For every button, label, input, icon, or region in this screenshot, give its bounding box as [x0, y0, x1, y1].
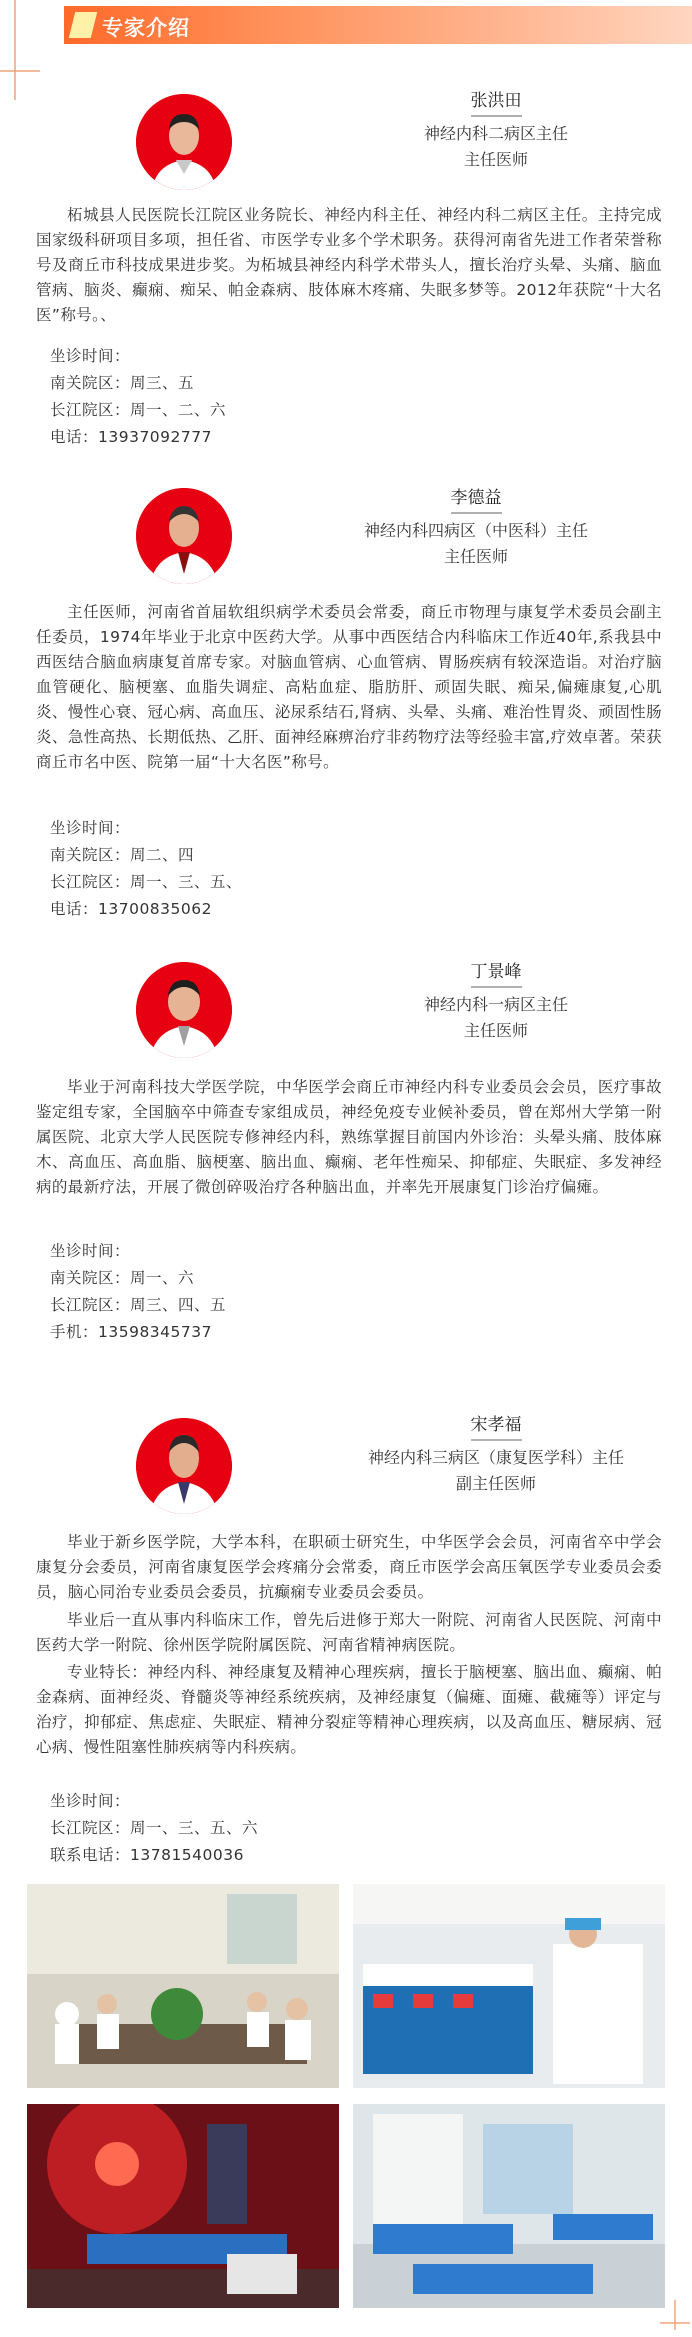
phone-line[interactable]: 手机：13598345737: [50, 1323, 212, 1341]
phone-line[interactable]: 电话：13700835062: [50, 900, 212, 918]
expert-bio: 柘城县人民医院长江院区业务院长、神经内科主任、神经内科二病区主任。主持完成国家级科研项目多项，担任省、市医学专业多个学术职务。获得河南省先进工作者荣誉称号及商丘市科技成果进步奖。为柘城县神经内科学术带头人，擅长治疗头晕、头痛、脑血管病、脑炎、癫痫、痴呆、帕金森病、肢体麻木疼痛、失眠多梦等。2012年获院“十大名医”称号。、: [36, 206, 662, 324]
schedule-line: 长江院区：周一、三、五、: [50, 873, 243, 891]
photo-grid: [27, 1884, 665, 2304]
expert-title: 神经内科四病区（中医科）主任: [363, 521, 588, 540]
therapy-lamp-room-photo: [27, 2104, 339, 2308]
expert-name-line: [436, 957, 556, 988]
schedule-line: 长江院区：周一、三、五、六: [50, 1819, 259, 1837]
expert-avatar: [136, 94, 232, 190]
expert-rank: 主任医师: [443, 547, 508, 566]
footer-deco-v: [674, 2300, 676, 2330]
expert-rank: 主任医师: [463, 1021, 528, 1040]
expert-bio: 主任医师，河南省首届软组织病学术委员会常委，商丘市物理与康复学术委员会副主任委员，1974年毕业于北京中医药大学。从事中西医结合内科临床工作近40年,系我县中西医结合脑血病康复首席专家。对脑血管病、心血管病、胃肠疾病有较深造诣。对治疗脑血管硬化、脑梗塞、血脂失调症、高粘血症、脂肪肝、顽固失眠、痴呆,偏瘫康复,心肌炎、慢性心衰、冠心病、高血压、泌尿系结石,肾病、头晕、头痛、难治性胃炎、顽固性肠炎、急性高热、长期低热、乙肝、面神经麻痹治疗非药物疗法等经验丰富,疗效卓著。荣获商丘市名中医、院第一届“十大名医”称号。: [36, 603, 662, 771]
rehab-beds-photo: [353, 2104, 665, 2308]
expert-name-line: [416, 483, 536, 514]
phone-line[interactable]: 联系电话：13781540036: [50, 1846, 244, 1864]
schedule-line: 南关院区：周三、五: [50, 374, 195, 392]
expert-name: 宋孝福: [471, 1410, 522, 1441]
expert-schedule: [50, 815, 242, 923]
meeting-room-photo: [27, 1884, 339, 2088]
expert-rank: 副主任医师: [455, 1474, 536, 1493]
schedule-label: 坐诊时间：: [50, 347, 131, 365]
header-deco-line: [14, 0, 16, 100]
expert-name-line: [436, 1410, 556, 1441]
expert-name: 张洪田: [471, 86, 522, 117]
schedule-line: 长江院区：周三、四、五: [50, 1296, 227, 1314]
schedule-label: 坐诊时间：: [50, 819, 131, 837]
expert-schedule: [50, 1238, 226, 1346]
expert-avatar: [136, 1418, 232, 1514]
treatment-room-photo: [353, 1884, 665, 2088]
expert-name: 丁景峰: [471, 957, 522, 988]
expert-title: 神经内科二病区主任: [423, 124, 568, 143]
schedule-line: 南关院区：周二、四: [50, 846, 195, 864]
schedule-label: 坐诊时间：: [50, 1242, 131, 1260]
footer-deco-h: [660, 2322, 690, 2324]
expert-title: 神经内科一病区主任: [423, 995, 568, 1014]
expert-name-line: [436, 86, 556, 117]
expert-bio: 毕业于河南科技大学医学院，中华医学会商丘市神经内科专业委员会会员，医疗事故鉴定组专家，全国脑卒中筛查专家组成员，神经免疫专业候补委员，曾在郑州大学第一附属医院、北京大学人民医院专修神经内科，熟练掌握目前国内外诊治：头晕头痛、肢体麻木、高血压、高血脂、脑梗塞、脑出血、癫痫、老年性痴呆、抑郁症、失眠症、多发神经病的最新疗法，开展了微创碎吸治疗各种脑出血，并率先开展康复门诊治疗偏瘫。: [36, 1078, 662, 1196]
expert-name: 李德益: [451, 483, 502, 514]
schedule-label: 坐诊时间：: [50, 1792, 131, 1810]
expert-rank: 主任医师: [463, 150, 528, 169]
expert-bio: 毕业于新乡医学院，大学本科，在职硕士研究生，中华医学会会员，河南省卒中学会康复分会委员，河南省康复医学会疼痛分会常委，商丘市医学会高压氧医学专业委员会委员，脑心同治专业委员会委员，抗癫痫专业委员会委员。: [36, 1533, 662, 1601]
expert-avatar: [136, 962, 232, 1058]
expert-title: 神经内科三病区（康复医学科）主任: [367, 1448, 624, 1467]
expert-schedule: [50, 343, 226, 451]
expert-avatar: [136, 488, 232, 584]
section-header: [14, 0, 692, 48]
schedule-line: 南关院区：周一、六: [50, 1269, 195, 1287]
phone-line[interactable]: 电话：13937092777: [50, 428, 212, 446]
expert-experience: 毕业后一直从事内科临床工作，曾先后进修于郑大一附院、河南省人民医院、河南中医药大学一附院、徐州医学院附属医院、河南省精神病医院。: [36, 1611, 662, 1654]
footer-deco: [660, 2300, 690, 2330]
section-title: 专家介绍: [102, 16, 190, 40]
header-deco-line-h: [0, 70, 40, 72]
expert-specialty: 专业特长：神经内科、神经康复及精神心理疾病，擅长于脑梗塞、脑出血、癫痫、帕金森病、面神经炎、脊髓炎等神经系统疾病，及神经康复（偏瘫、面瘫、截瘫等）评定与治疗，抑郁症、焦虑症、失眠症、精神分裂症等精神心理疾病，以及高血压、糖尿病、冠心病、慢性阻塞性肺疾病等内科疾病。: [36, 1663, 662, 1756]
expert-schedule: [50, 1788, 258, 1869]
schedule-line: 长江院区：周一、二、六: [50, 401, 227, 419]
